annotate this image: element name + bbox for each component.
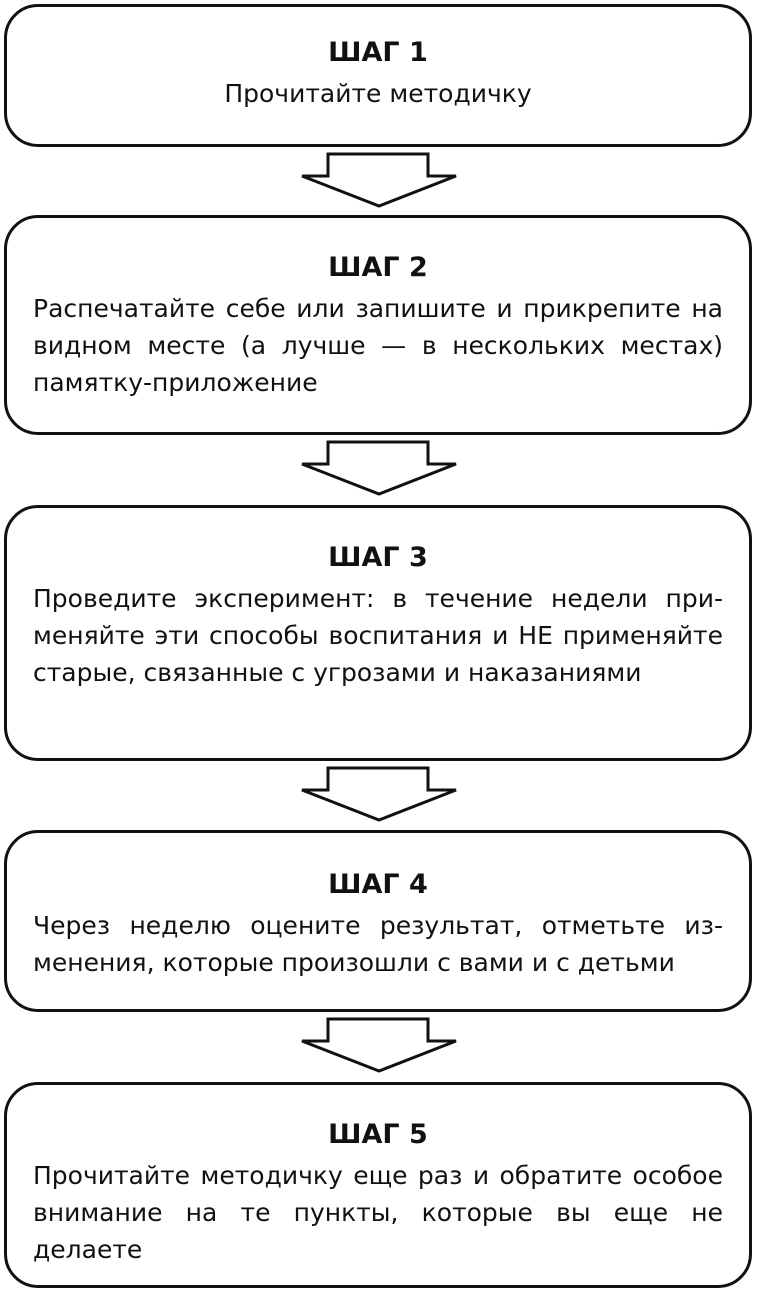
step-2-box <box>4 215 752 435</box>
arrow-down-icon <box>298 152 460 210</box>
step-5-box <box>4 1082 752 1288</box>
step-5-text: Прочитайте методичку еще раз и обратите особое внимание на те пункты, которые вы еще не делаете <box>33 1161 723 1264</box>
arrow-down-icon <box>298 440 460 498</box>
arrow-down-icon <box>298 766 460 824</box>
step-3-title: ШАГ 3 <box>328 542 428 573</box>
step-2-title: ШАГ 2 <box>328 252 428 283</box>
step-2-text: Распечатайте себе или запишите и прикрепите на видном месте (а лучше — в нескольких местах) памятку-приложение <box>33 294 723 397</box>
step-4-box <box>4 830 752 1012</box>
step-5-title: ШАГ 5 <box>328 1119 428 1150</box>
step-1-title: ШАГ 1 <box>328 37 428 68</box>
step-1-text: Прочитайте методичку <box>224 79 532 108</box>
step-3-text: Проведите эксперимент: в течение недели применяйте эти способы воспитания и НЕ применяйте старые, связанные с угрозами и наказаниями <box>33 584 723 687</box>
step-3-box <box>4 505 752 761</box>
step-1-box <box>4 4 752 147</box>
arrow-down-icon <box>298 1017 460 1075</box>
step-4-title: ШАГ 4 <box>328 869 428 900</box>
step-4-text: Через неделю оцените результат, отметьте изменения, которые произошли с вами и с детьми <box>33 911 723 977</box>
